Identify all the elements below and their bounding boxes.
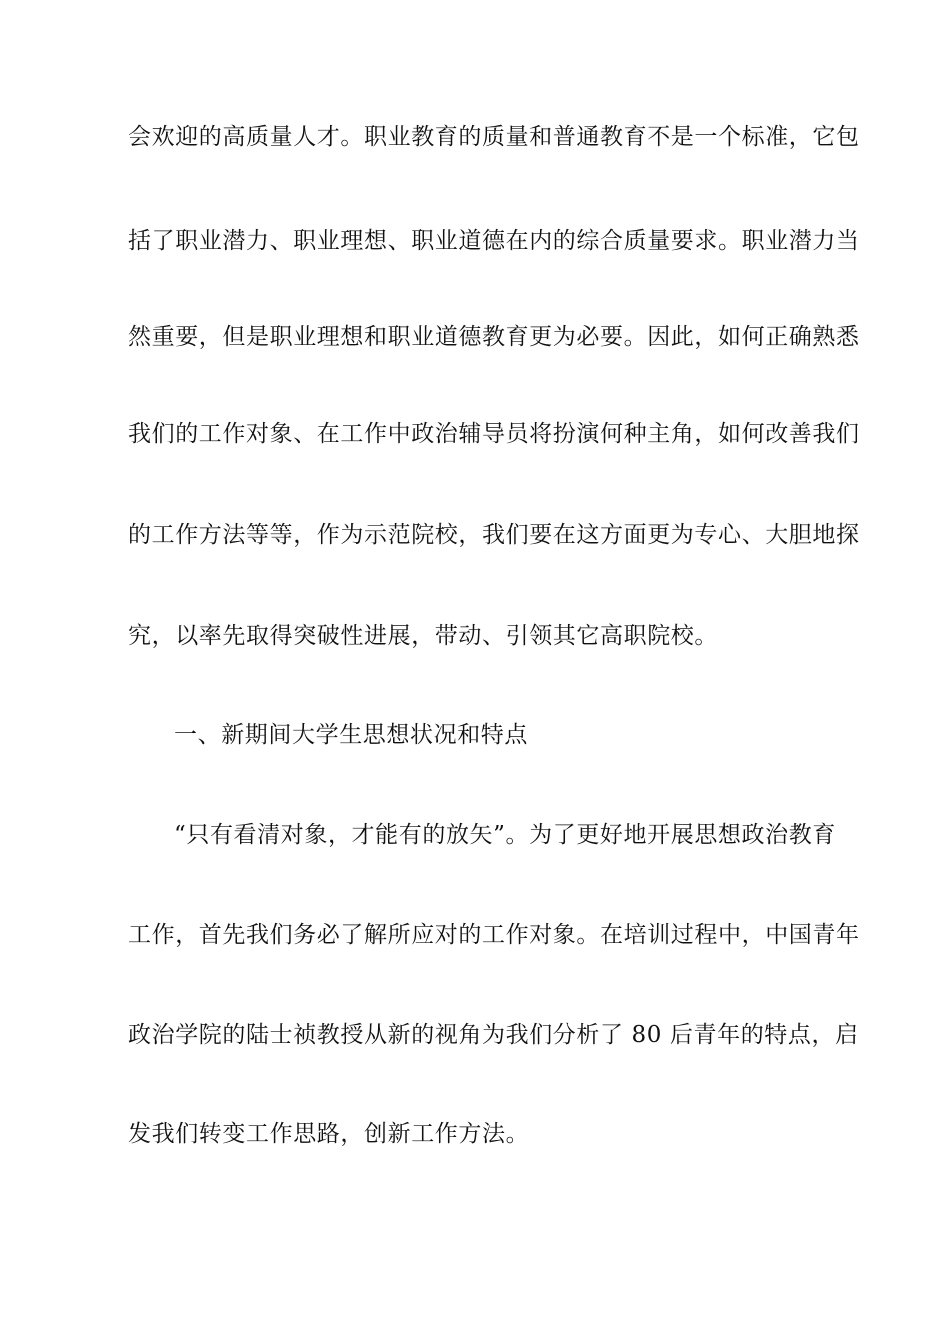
paragraph-line: 会欢迎的高质量人才。职业教育的质量和普通教育不是一个标准，它包 xyxy=(128,124,860,150)
paragraph-line: “只有看清对象，才能有的放矢”。为了更好地开展思想政治教育 xyxy=(174,822,836,848)
paragraph-line: 政治学院的陆士祯教授从新的视角为我们分析了 80 后青年的特点，启 xyxy=(128,1022,859,1048)
paragraph-line: 的工作方法等等，作为示范院校，我们要在这方面更为专心、大胆地探 xyxy=(128,522,860,548)
paragraph-line: 括了职业潜力、职业理想、职业道德在内的综合质量要求。职业潜力当 xyxy=(128,228,860,254)
paragraph-line: 发我们转变工作思路，创新工作方法。 xyxy=(128,1121,530,1147)
paragraph-line: 究，以率先取得突破性进展，带动、引领其它高职院校。 xyxy=(128,623,718,649)
paragraph-line: 我们的工作对象、在工作中政治辅导员将扮演何种主角，如何改善我们 xyxy=(128,421,860,447)
section-heading: 一、新期间大学生思想状况和特点 xyxy=(174,722,528,748)
paragraph-line: 工作，首先我们务必了解所应对的工作对象。在培训过程中，中国青年 xyxy=(128,922,860,948)
paragraph-line: 然重要，但是职业理想和职业道德教育更为必要。因此，如何正确熟悉 xyxy=(128,324,860,350)
